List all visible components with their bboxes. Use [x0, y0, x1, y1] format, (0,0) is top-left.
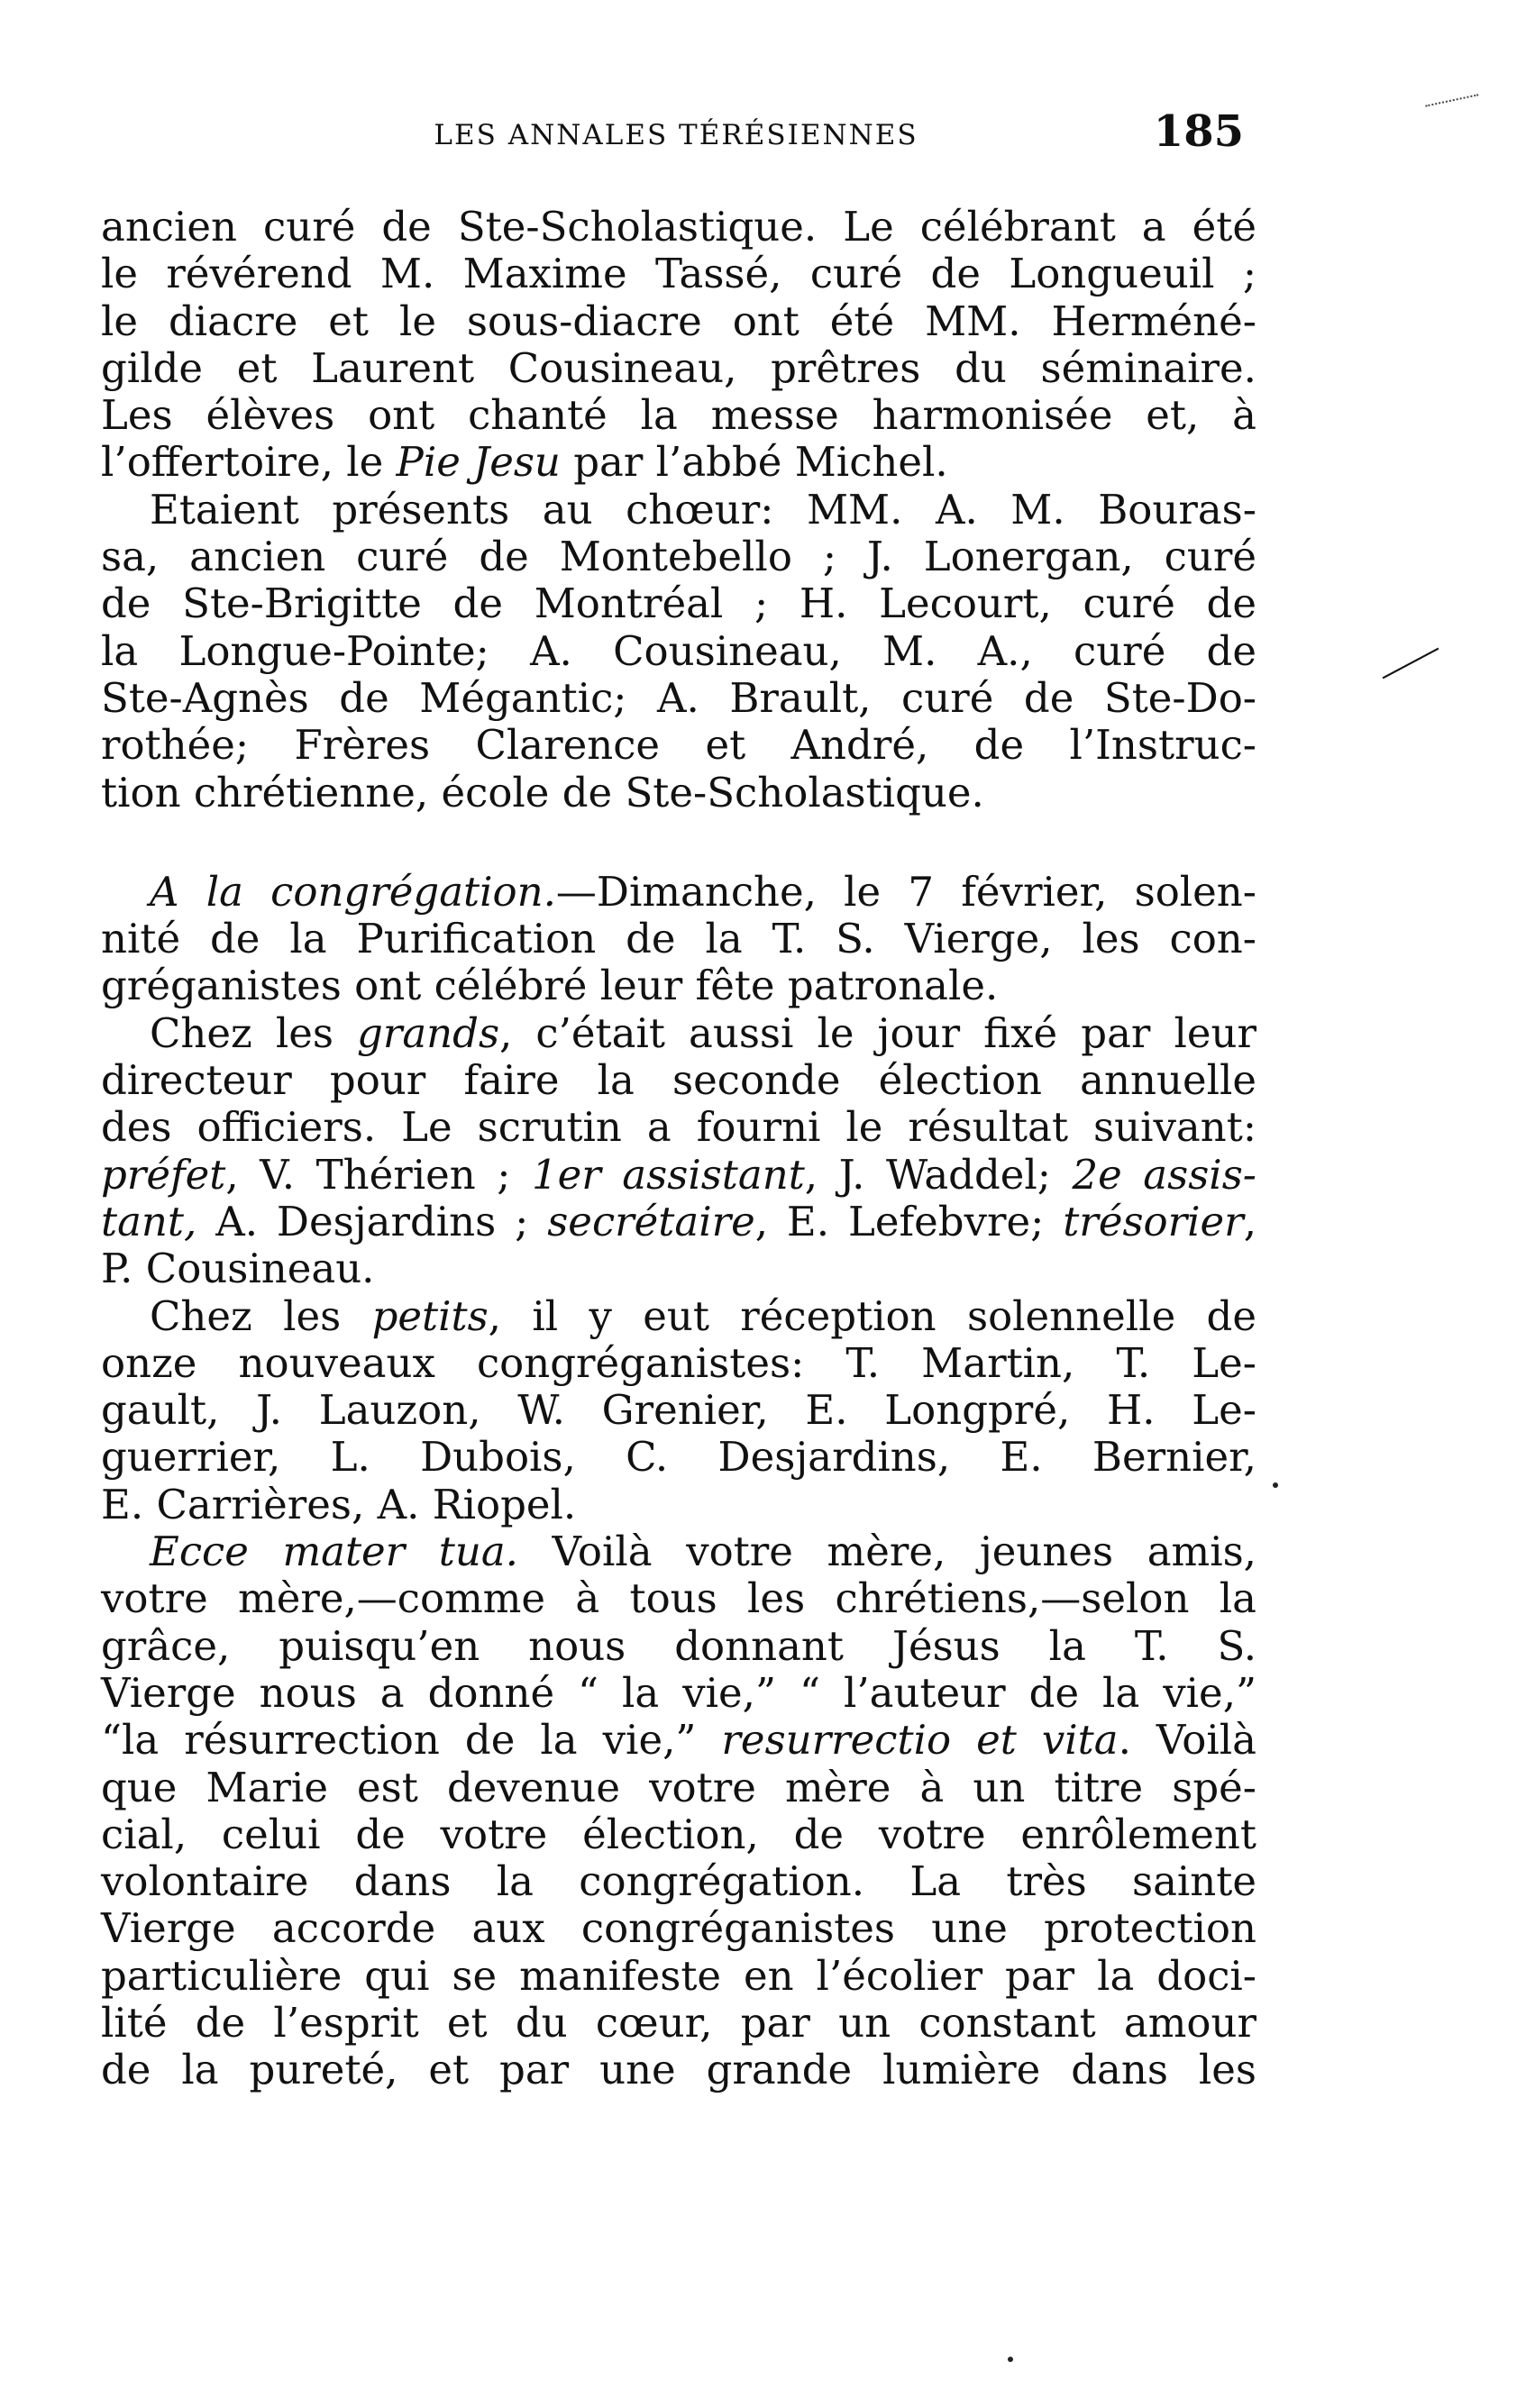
text-run: Chez les: [150, 1008, 358, 1057]
text-line: [101, 2047, 1256, 2093]
text-run: grâce, puisqu’en nous donnant Jésus la T. S.: [101, 1621, 1256, 1670]
text-line: [101, 1811, 1256, 1858]
text-run: , J. Waddel;: [804, 1150, 1073, 1199]
text-line: [101, 916, 1256, 962]
text-line: [101, 1340, 1256, 1387]
paragraph-gap: [101, 816, 1256, 869]
running-title: LES ANNALES TÉRÉSIENNES: [434, 119, 918, 151]
italic-run: secrétaire: [547, 1197, 755, 1245]
text-run: l’offertoire, le: [101, 438, 397, 487]
corner-pencil-mark: [1425, 94, 1485, 142]
text-line: [101, 1293, 1256, 1340]
text-line: [101, 1057, 1256, 1104]
text-line: [101, 1905, 1256, 1952]
italic-run: 1er assistant: [532, 1150, 805, 1199]
text-line: [101, 580, 1256, 627]
margin-pencil-mark: [1383, 648, 1439, 680]
text-run: Vierge nous a donné “ la vie,” “ l’auteur de la vie,”: [101, 1668, 1256, 1717]
speck: [1008, 2357, 1013, 2362]
text-run: onze nouveaux congréganistes: T. Martin, T. Le-: [101, 1338, 1256, 1387]
text-run: Les élèves ont chanté la messe harmonisée et, à: [101, 391, 1256, 440]
italic-run: petits: [371, 1291, 489, 1340]
text-line: [101, 204, 1256, 251]
italic-run: 2e assis-: [1072, 1150, 1256, 1199]
text-run: “la résurrection de la vie,”: [101, 1716, 722, 1765]
italic-run: tant,: [101, 1197, 197, 1245]
text-run: Ste-Agnès de Mégantic; A. Brault, curé de Ste-Do-: [101, 673, 1256, 722]
text-line: [101, 1765, 1256, 1811]
text-run: de la pureté, et par une grande lumière dans les: [101, 2046, 1256, 2094]
text-line: [101, 628, 1256, 675]
text-run: —Dimanche, le 7 février, solen-: [555, 867, 1256, 916]
text-run: Voilà votre mère, jeunes amis,: [517, 1528, 1256, 1576]
body-text: [101, 204, 1256, 2094]
text-run: lité de l’esprit et du cœur, par un constant amour: [101, 1998, 1256, 2047]
text-run: guerrier, L. Dubois, C. Desjardins, E. Bernier,: [101, 1433, 1256, 1482]
text-run: le révérend M. Maxime Tassé, curé de Longueuil ;: [101, 250, 1256, 298]
text-line: [101, 1953, 1256, 2000]
text-run: Vierge accorde aux congréganistes une protection: [101, 1904, 1256, 1953]
text-line: [101, 1482, 1256, 1528]
italic-run: grands: [357, 1008, 500, 1057]
text-line: [101, 1199, 1256, 1245]
text-run: de Ste-Brigitte de Montréal ; H. Lecourt, curé de: [101, 579, 1256, 628]
text-run: A. Desjardins ;: [196, 1197, 548, 1245]
text-run: volontaire dans la congrégation. La très sainte: [101, 1857, 1256, 1906]
text-line: [101, 1575, 1256, 1622]
text-line: [101, 251, 1256, 297]
text-line: [101, 392, 1256, 439]
text-line: [101, 675, 1256, 722]
italic-run: trésorier: [1063, 1197, 1244, 1245]
page-number: 185: [1153, 106, 1244, 157]
italic-run: préfet: [101, 1150, 226, 1199]
text-run: sa, ancien curé de Montebello ; J. Lonergan, curé: [101, 533, 1256, 581]
text-run: E. Carrières, A. Riopel.: [101, 1480, 577, 1528]
text-run: gault, J. Lauzon, W. Grenier, E. Longpré, H. Le-: [101, 1386, 1256, 1435]
text-run: ancien curé de Ste-Scholastique. Le célébrant a été: [101, 203, 1256, 251]
text-run: par l’abbé Michel.: [560, 438, 948, 487]
text-run: , E. Lefebvre;: [754, 1197, 1064, 1245]
text-line: [101, 2000, 1256, 2047]
text-line: [101, 1528, 1256, 1575]
text-line: [101, 1670, 1256, 1717]
text-run: particulière qui se manifeste en l’écolier par la doci-: [101, 1951, 1256, 2000]
italic-run: Ecce mater tua.: [150, 1528, 518, 1576]
text-run: que Marie est devenue votre mère à un titre spé-: [101, 1763, 1256, 1811]
text-run: , il y eut réception solennelle de: [488, 1291, 1256, 1340]
text-run: cial, celui de votre élection, de votre enrôlement: [101, 1810, 1256, 1858]
text-line: [101, 1245, 1256, 1292]
text-run: gréganistes ont célébré leur fête patronale.: [101, 962, 999, 1010]
text-run: Etaient présents au chœur: MM. A. M. Bouras-: [150, 485, 1256, 534]
text-line: [101, 1387, 1256, 1434]
text-line: [101, 962, 1256, 1009]
text-line: [101, 1104, 1256, 1151]
text-line: [101, 770, 1256, 816]
text-line: [101, 1152, 1256, 1199]
text-run: tion chrétienne, école de Ste-Scholastique.: [101, 768, 984, 816]
speck: [1273, 1482, 1278, 1488]
text-line: [101, 722, 1256, 769]
text-line: [101, 439, 1256, 486]
text-line: [101, 1858, 1256, 1905]
text-run: rothée; Frères Clarence et André, de l’Instruc-: [101, 721, 1256, 770]
text-run: P. Cousineau.: [101, 1245, 375, 1293]
italic-run: A la congrégation.: [150, 867, 556, 916]
text-run: des officiers. Le scrutin a fourni le résultat suivant:: [101, 1103, 1256, 1152]
text-run: , V. Thérien ;: [225, 1150, 532, 1199]
text-line: [101, 1623, 1256, 1670]
text-run: la Longue-Pointe; A. Cousineau, M. A., curé de: [101, 626, 1256, 675]
text-run: gilde et Laurent Cousineau, prêtres du séminaire.: [101, 343, 1256, 392]
text-line: [101, 1010, 1256, 1057]
text-line: [101, 1717, 1256, 1764]
text-run: nité de la Purification de la T. S. Vierge, les con-: [101, 915, 1256, 963]
italic-run: resurrectio et vita: [721, 1716, 1119, 1765]
text-run: . Voilà: [1118, 1716, 1256, 1765]
text-run: Chez les: [150, 1291, 372, 1340]
text-run: votre mère,—comme à tous les chrétiens,—selon la: [101, 1574, 1256, 1623]
text-line: [101, 345, 1256, 392]
text-line: [101, 298, 1256, 345]
running-head: [108, 106, 1244, 160]
text-line: [101, 534, 1256, 580]
text-line: [101, 487, 1256, 534]
text-run: , c’était aussi le jour fixé par leur: [499, 1008, 1256, 1057]
text-run: le diacre et le sous-diacre ont été MM. Herméné-: [101, 296, 1256, 345]
text-run: ,: [1243, 1197, 1256, 1245]
text-line: [101, 1434, 1256, 1481]
text-run: directeur pour faire la seconde élection annuelle: [101, 1056, 1256, 1105]
italic-run: Pie Jesu: [396, 438, 561, 487]
text-line: [101, 869, 1256, 916]
